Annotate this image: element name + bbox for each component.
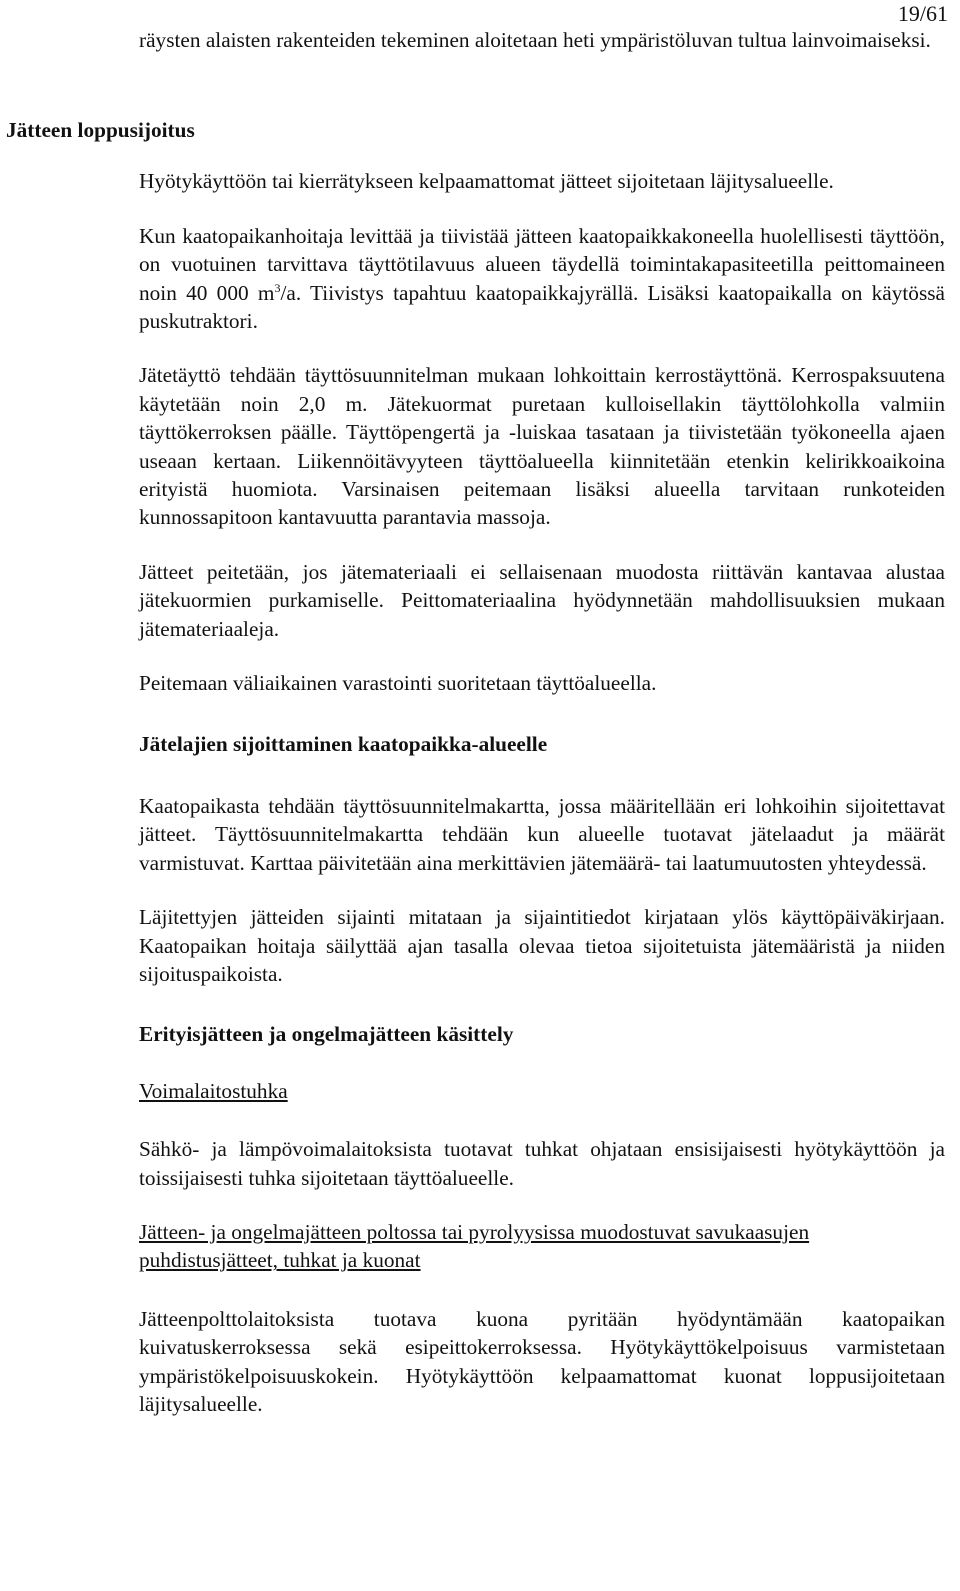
power-plant-ash-paragraph: Sähkö- ja lämpövoimalaitoksista tuotavat tuhkat ohjataan ensisijaisesti hyötykäyttöön ja toissijaisesti tuhka sijoitetaan täyttöalueelle. — [139, 1137, 945, 1190]
disposal-paragraph-2-text-a: Kun kaatopaikanhoitaja levittää ja tiivistää jätteen kaatopaikkakoneella huolellisesti täyttöön, on vuotuinen tarvittava täyttötilavuus alueen täydellä toimintakapasiteetilla peittomaineen noin 40 000 m — [139, 223, 945, 305]
cubic-superscript: 3 — [274, 280, 281, 295]
subheading-incineration-residues: Jätteen- ja ongelmajätteen poltossa tai pyrolyysissa muodostuvat savukaasujen puhdistusjätteet, tuhkat ja kuonat — [139, 1219, 810, 1273]
page-number: 19/61 — [897, 1, 948, 26]
disposal-paragraph-4: Jätteet peitetään, jos jätemateriaali ei sellaisenaan muodosta riittävän kantavaa alustaa jätekuormien purkamiselle. Peittomateriaalina hyödynnetään mahdollisuuksien mukaan jätemateriaaleja. — [139, 559, 945, 641]
placement-paragraph-2: Läjitettyjen jätteiden sijainti mitataan ja sijaintitiedot kirjataan ylös käyttöpäiväkirjaan. Kaatopaikan hoitaja säilyttää ajan tasalla olevaa tietoa sijoitetuista jätemääristä ja niiden sijoituspaikoista. — [139, 905, 945, 986]
incineration-residues-paragraph: Jätteenpolttolaitoksista tuotava kuona pyritään hyödyntämään kaatopaikan kuivatuskerroksessa sekä esipeittokerroksessa. Hyötykäyttökelpoisuus varmistetaan ympäristökelpoisuuskokein. Hyötykäyttöön kelpaamattomat kuonat loppusijoitetaan läjitysalueelle. — [139, 1306, 945, 1416]
section-heading-placement: Jätelajien sijoittaminen kaatopaikka-alueelle — [139, 731, 548, 756]
subheading-power-plant-ash: Voimalaitostuhka — [139, 1078, 288, 1103]
section-heading-special-waste: Erityisjätteen ja ongelmajätteen käsittely — [139, 1022, 514, 1047]
disposal-paragraph-5: Peitemaan väliaikainen varastointi suoritetaan täyttöalueella. — [139, 671, 657, 696]
placement-paragraph-1: Kaatopaikasta tehdään täyttösuunnitelmakartta, jossa määritellään eri lohkoihin sijoitettavat jätteet. Täyttösuunnitelmakartta tehdään kun alueelle tuotavat jätelaadut ja määrät varmistuvat. Karttaa päivitetään aina merkittävien jätemäärä- tai laatumuutosten yhteydessä. — [139, 793, 945, 875]
disposal-paragraph-3: Jätetäyttö tehdään täyttösuunnitelman mukaan lohkoittain kerrostäyttönä. Kerrospaksuutena käytetään noin 2,0 m. Jätekuormat puretaan kulloisellakin täyttölohkolla valmiin täyttökerroksen päälle. Täyttöpengertä ja -luiskaa tasataan ja tiivistetään työkoneella ajaen useaan kertaan. Liikennöitävyyteen täyttöalueella kiinnitetään etenkin kelirikkoaikoina erityistä huomiota. Varsinaisen peitemaan lisäksi alueella tarvitaan runkoteiden kunnossapitoon kantavuutta parantavia massoja. — [139, 363, 945, 530]
document-body — [139, 26, 945, 1418]
intro-paragraph: räysten alaisten rakenteiden tekeminen aloitetaan heti ympäristöluvan tultua lainvoimaiseksi. — [139, 28, 931, 52]
disposal-paragraph-2 — [139, 222, 945, 336]
disposal-paragraph-2-text-b: /a. Tiivistys tapahtuu kaatopaikkajyrällä. Lisäksi kaatopaikalla on käytössä puskutraktori. — [139, 280, 945, 334]
section-heading-final-disposal: Jätteen loppusijoitus — [6, 118, 195, 142]
disposal-paragraph-1: Hyötykäyttöön tai kierrätykseen kelpaamattomat jätteet sijoitetaan läjitysalueelle. — [139, 169, 834, 194]
